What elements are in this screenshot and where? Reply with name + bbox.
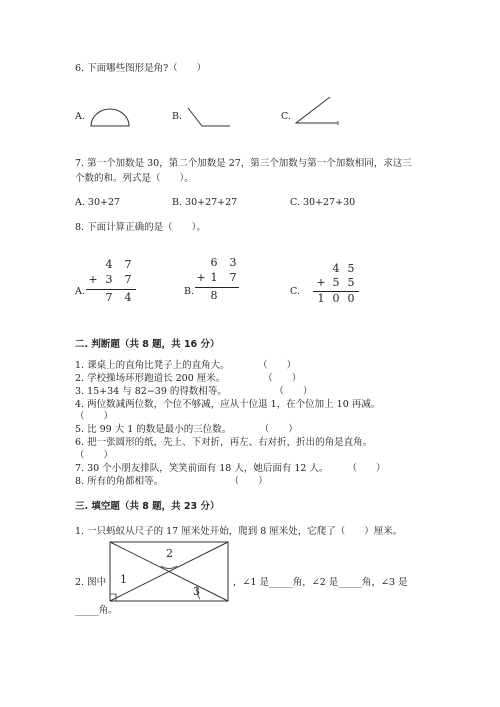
q8-a-result-tens: 7	[105, 291, 113, 304]
q8-c-result-hundreds: 1	[317, 292, 325, 305]
q6-option-a-label: A.	[75, 111, 85, 122]
q8-option-a-label: A.	[75, 286, 85, 297]
q8-c-top-ones: 5	[347, 262, 355, 275]
q8-c-plus-sign: +	[316, 276, 326, 289]
q7-option-c: C. 30+27+30	[290, 197, 356, 208]
section2-item: 4. 两位数减两位数，个位不够减，应从十位退 1，在个位加上 10 再减。	[75, 399, 381, 410]
q8-b-result: 8	[210, 289, 218, 302]
q6-option-b-angle-figure	[186, 104, 232, 130]
q8-a-mid-tens: 3	[105, 273, 113, 286]
section2-item: （ ）	[75, 450, 114, 461]
q8-c-result-ones: 0	[347, 292, 355, 305]
section2-item: 1. 课桌上的直角比凳子上的直角大。 （ ）	[75, 360, 297, 371]
section3-q2-text: ，∠1 是_____角，∠2 是_____角，∠3 是	[233, 577, 408, 588]
q6-question: 6. 下面哪些图形是角?（ ）	[75, 63, 207, 74]
q8-a-top-tens: 4	[105, 258, 113, 271]
q8-b-top-tens: 6	[210, 256, 218, 269]
figure-label-1: 1	[120, 573, 127, 586]
q8-c-mid-tens: 5	[332, 276, 340, 289]
q8-c-top-tens: 4	[332, 262, 340, 275]
figure-label-2: 2	[166, 547, 173, 560]
section2-title: 二. 判断题（共 8 题，共 16 分）	[75, 339, 220, 350]
q8-b-top-ones: 3	[229, 256, 237, 269]
q8-option-c-label: C.	[290, 286, 300, 297]
section2-item: 5. 比 99 大 1 的数是最小的三位数。 （ ）	[75, 424, 298, 435]
section2-item: 3. 15+34 与 82−39 的得数相等。 （ ）	[75, 386, 313, 397]
section2-item: 6. 把一张圆形的纸，先上、下对折，再左、右对折，折出的角是直角。	[75, 437, 373, 448]
q8-b-mid-tens: 1	[210, 271, 218, 284]
q8-a-plus-sign: +	[88, 273, 98, 286]
q7-question-line1: 7. 第一个加数是 30，第二个加数是 27，第三个加数与第一个加数相同，求这三	[75, 158, 412, 169]
q6-option-c-label: C.	[281, 111, 291, 122]
q8-a-top-ones: 7	[124, 258, 132, 271]
section2-item: （ ）	[75, 411, 114, 422]
q6-option-b-label: B.	[172, 111, 183, 122]
section3-title: 三. 填空题（共 8 题，共 23 分）	[75, 501, 220, 512]
section3-q2-text-line2: _____角。	[75, 605, 118, 616]
q6-option-c-angle-figure	[292, 95, 342, 127]
section3-q1: 1. 一只蚂蚁从尺子的 17 厘米处开始，爬到 8 厘米处，它爬了（ ）厘米。	[75, 526, 403, 537]
section3-q2-prefix: 2. 图中	[75, 577, 107, 588]
q7-question-line2: 个数的和。列式是（ ）。	[75, 173, 194, 184]
q8-question: 8. 下面计算正确的是（ ）。	[75, 222, 206, 233]
section2-item: 7. 30 个小朋友排队，笑笑前面有 18 人，她后面有 12 人。 （ ）	[75, 463, 386, 474]
q8-a-result-ones: 4	[124, 291, 132, 304]
section2-item: 2. 学校操场环形跑道长 200 厘米。 （ ）	[75, 373, 302, 384]
q8-b-sum-line	[195, 287, 239, 288]
q8-b-plus-sign: +	[196, 271, 206, 284]
q8-a-sum-line	[86, 289, 136, 290]
q8-a-mid-ones: 7	[124, 273, 132, 286]
q8-b-mid-ones: 7	[229, 271, 237, 284]
q7-option-a: A. 30+27	[75, 197, 121, 208]
q8-c-result-tens: 0	[332, 292, 340, 305]
q7-option-b: B. 30+27+27	[172, 197, 238, 208]
q8-c-mid-ones: 5	[347, 276, 355, 289]
section2-item: 8. 所有的角都相等。 （ ）	[75, 476, 268, 487]
q6-option-a-arc-figure	[88, 104, 132, 130]
figure-label-3: 3	[193, 585, 200, 598]
q8-option-b-label: B.	[184, 286, 195, 297]
